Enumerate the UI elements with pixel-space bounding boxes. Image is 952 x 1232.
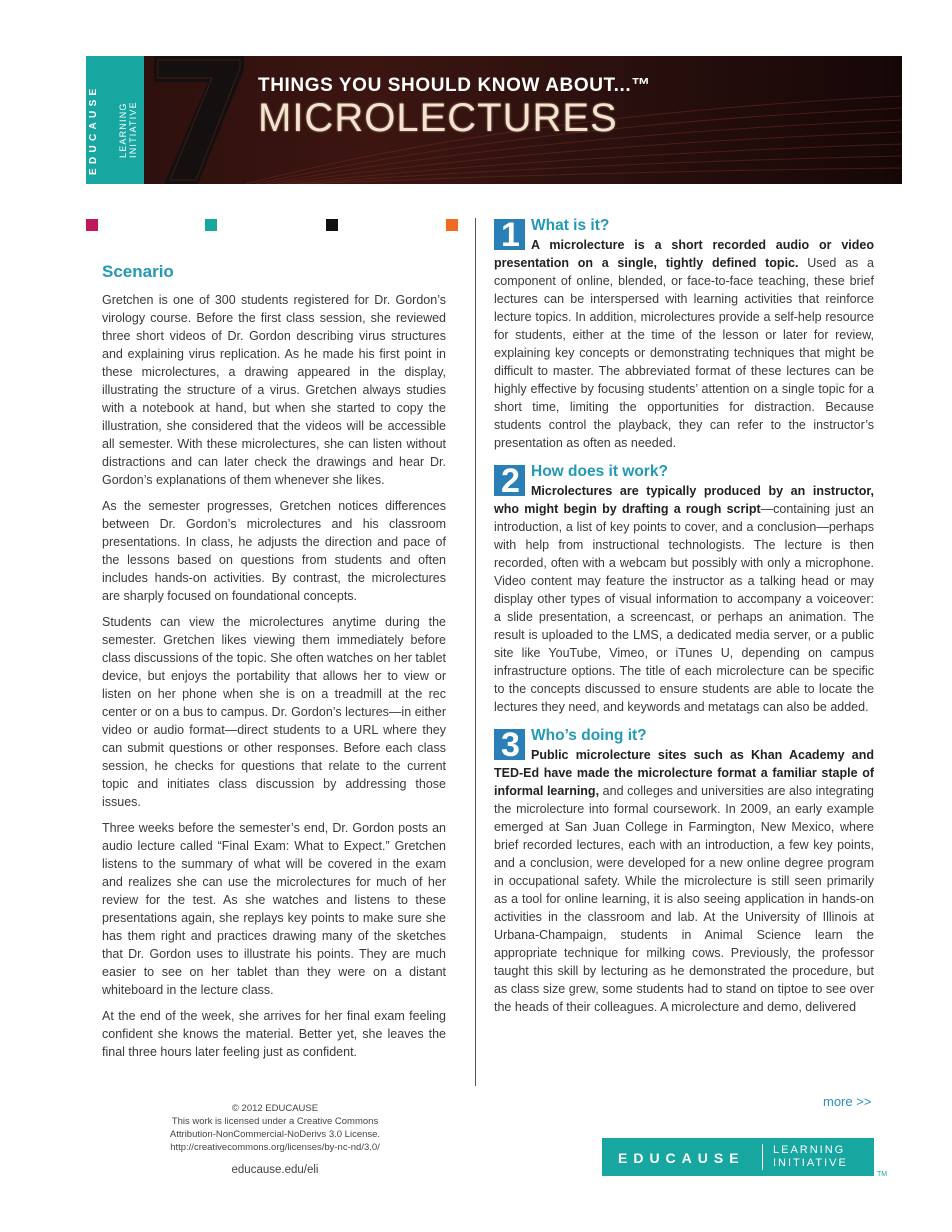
scenario-paragraph: At the end of the week, she arrives for her final exam feeling confident she knows the material. Better yet, she leaves the final three hours later feeling just as confident. bbox=[102, 1009, 446, 1059]
sections-column bbox=[494, 216, 874, 1026]
number-seven-graphic bbox=[140, 56, 250, 184]
section-number-badge: 1 bbox=[494, 219, 525, 250]
section-number-badge: 3 bbox=[494, 729, 525, 760]
section-lead: Public microlecture sites such as Khan Academy and TED-Ed have made the microlecture format a familiar staple of informal learning, bbox=[494, 748, 874, 798]
license-url[interactable]: http://creativecommons.org/licenses/by-nc-nd/3.0/ bbox=[170, 1142, 380, 1153]
scenario-paragraph: As the semester progresses, Gretchen notices differences between Dr. Gordon’s microlectures and his classroom presentations. In class, he adjusts the direction and pace of the lessons based on questions from students and often includes hands-on activities. By contrast, the microlectures are sharply focused on foundational concepts. bbox=[102, 499, 446, 603]
scenario-paragraph: Three weeks before the semester’s end, Dr. Gordon posts an audio lecture called “Final Exam: What to Expect.” Gretchen listens to the summary of what will be covered in the exam and realizes she can use the microlectures for much of her review for the test. As she watches and listens to these presentations again, she replays key points to make sure she has them right and practices drawing many of the sketches that Dr. Gordon uses to illustrate his points. They are much easier to see on her tablet than they were on a distant whiteboard in the lecture class. bbox=[102, 821, 446, 997]
scenario-paragraph: Students can view the microlectures anytime during the semester. Gretchen likes viewing them immediately before class discussions of the topic. She often watches on her tablet device, but enjoys the portability that allows her to view or listen on her phone when she is on a treadmill at the rec center or on a bus to campus. Dr. Gordon’s lectures—in either video or audio format—direct students to a URL where they can submit questions or other responses. Before each class session, he checks for questions that relate to the current topic and initiates class discussion by addressing those issues. bbox=[102, 615, 446, 809]
section-text: Used as a component of online, blended, or face-to-face teaching, these brief lectures can be interspersed with learning activities that reinforce lecture topics. In addition, microlectures provide a self-help resource for students, either at the time of the lesson or later for review, explaining key concepts or demonstrating techniques that might be difficult to master. The abbreviated format of these lectures can be highly effective by focusing students’ attention on a single topic for a short time, limiting the opportunities for distraction. Because students control the playback, they can refer to the instructor’s presentation as often as needed. bbox=[494, 256, 874, 450]
footer-license bbox=[130, 1102, 420, 1177]
scenario-column bbox=[102, 262, 446, 1069]
section-number-badge: 2 bbox=[494, 465, 525, 496]
section-lead: Microlectures are typically produced by an instructor, who might begin by drafting a rough script bbox=[494, 484, 874, 516]
educause-eli-url[interactable]: educause.edu/eli bbox=[231, 1164, 319, 1176]
scenario-paragraph: Gretchen is one of 300 students registered for Dr. Gordon’s virology course. Before the first class session, she reviewed three short videos of Dr. Gordon describing virus structures and explaining virus replication. As he made his first point in these microlectures, a drawing appeared in the display, illustrating the structure of a virus. Gretchen always studies with a notebook at hand, but when she started to copy the illustration, she considered that the videos will be accessible all semester. With these microlectures, she can listen without distractions and can later check the drawings and hear Dr. Gordon’s explanations of them whenever she likes. bbox=[102, 293, 446, 487]
copyright-line: © 2012 EDUCAUSE bbox=[231, 1103, 319, 1114]
orange-square bbox=[446, 219, 458, 231]
more-link[interactable]: more >> bbox=[823, 1094, 872, 1109]
section-body bbox=[494, 482, 874, 716]
header-kicker: THINGS YOU SHOULD KNOW ABOUT...™ bbox=[258, 75, 651, 96]
section-heading: Who’s doing it? bbox=[531, 727, 647, 744]
crimson-square bbox=[86, 219, 98, 231]
section-whos-doing-it bbox=[494, 726, 874, 1016]
trademark-mark: TM bbox=[877, 1171, 888, 1178]
logo-initiative: LEARNING INITIATIVE bbox=[773, 1144, 848, 1169]
section-how-does-it-work bbox=[494, 462, 874, 716]
section-body bbox=[494, 746, 874, 1016]
logo-brand: EDUCAUSE bbox=[618, 1150, 745, 1166]
license-line: This work is licensed under a Creative Commons bbox=[171, 1116, 379, 1127]
section-body bbox=[494, 236, 874, 452]
section-text: and colleges and universities are also integrating the microlecture into formal coursework. In 2009, an early example emerged at San Juan College in Farmington, New Mexico, where brief recorded lectures, each with an introduction, a few key points, and a conclusion, were developed for a new online degree program in occupational safety. While the microlecture is still seen primarily as a tool for online learning, it is also seeing application in hands-on activities in the classroom and lab. At the University of Illinois at Urbana-Champaign, students in Animal Science learn the appropriate technique for milking cows. Previously, the professor taught this skill by lecturing as he demonstrated the procedure, but as class size grew, some students had to stand on tiptoe to see over the heads of their colleagues. A microlecture and demo, delivered bbox=[494, 784, 874, 1014]
column-divider bbox=[475, 218, 476, 1086]
logo-divider bbox=[762, 1144, 763, 1170]
scenario-heading: Scenario bbox=[102, 262, 174, 281]
black-square bbox=[326, 219, 338, 231]
section-heading: How does it work? bbox=[531, 463, 668, 480]
section-lead: A microlecture is a short recorded audio or video presentation on a single, tightly defined topic. bbox=[494, 238, 874, 270]
page-title: MICROLECTURES bbox=[258, 96, 618, 140]
side-tab-initiative: LEARNING INITIATIVE bbox=[118, 101, 138, 158]
teal-square bbox=[205, 219, 217, 231]
section-what-is-it bbox=[494, 216, 874, 452]
side-tab-brand: EDUCAUSE bbox=[88, 84, 99, 175]
license-line: Attribution-NonCommercial-NoDerivs 3.0 License. bbox=[169, 1129, 381, 1140]
section-heading: What is it? bbox=[531, 217, 610, 234]
section-text: —containing just an introduction, a list of key points to cover, and a conclusion—perhaps with help from instructional technologists. The lecture is then recorded, often with a webcam but possibly with only a microphone. Video content may feature the instructor as a talking head or may display other types of visual information to accompany a voiceover: a slide presentation, a screencast, or perhaps an animation. The result is uploaded to the LMS, a dedicated media server, or a public site like YouTube, Vimeo, or iTunes U, depending on campus infrastructure options. The title of each microlecture can be specific to the concepts discussed to ensure students are able to locate the lectures they need, and keywords and metatags can also be added. bbox=[494, 502, 874, 714]
